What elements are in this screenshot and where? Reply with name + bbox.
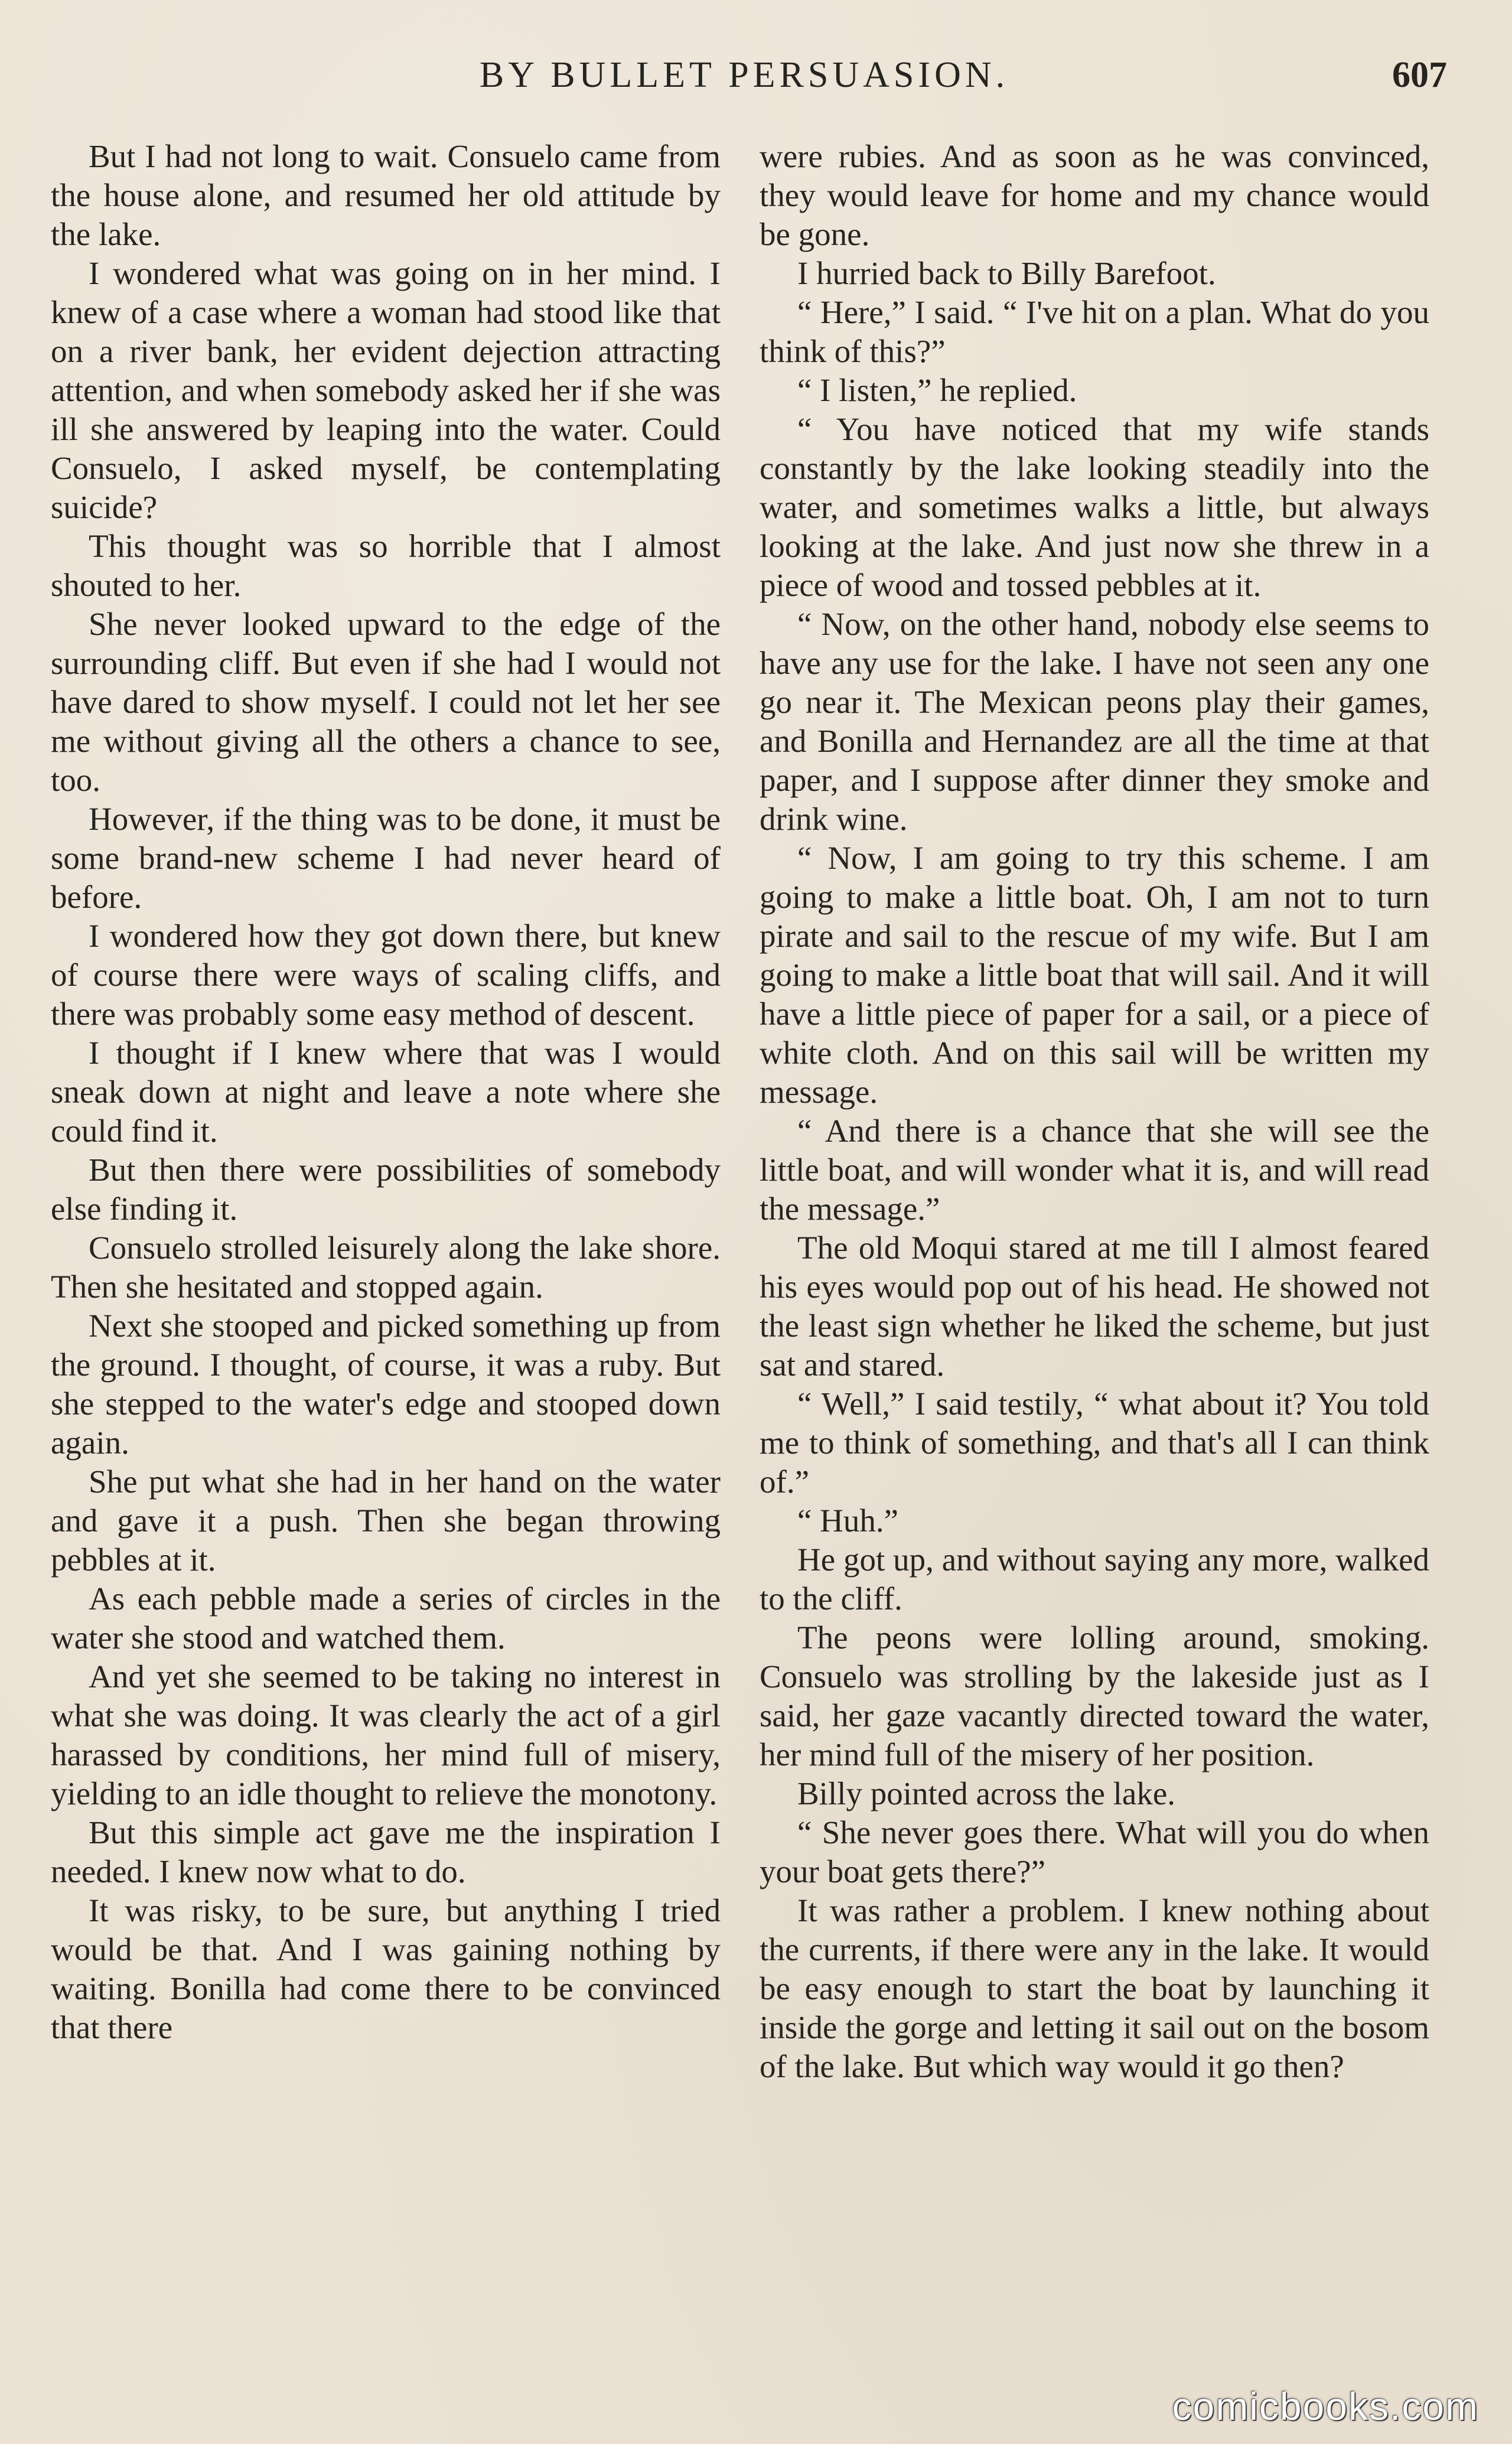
- paragraph: But this simple act gave me the inspiration I needed. I knew now what to do.: [51, 1814, 721, 1889]
- running-head: BY BULLET PERSUASION.: [479, 55, 1009, 95]
- paragraph: Consuelo strolled leisurely along the lake shore. Then she hesitated and stopped again.: [51, 1230, 721, 1305]
- paragraph: It was rather a problem. I knew nothing about the currents, if there were any in the lake. It would be easy enough to start the boat by launching it inside the gorge and letting it sail out on the bosom of the lake. But which way would it go then?: [760, 1892, 1429, 2084]
- paragraph: I hurried back to Billy Barefoot.: [797, 255, 1216, 291]
- page-number: 607: [1392, 55, 1447, 95]
- paragraph: “ Now, on the other hand, nobody else seems to have any use for the lake. I have not seen any one go near it. The Mexican peons play their games, and Bonilla and Hernandez are all the time at that paper, and I suppose after dinner they smoke and drink wine.: [760, 606, 1429, 837]
- paragraph: “ You have noticed that my wife stands constantly by the lake looking steadily into the water, and sometimes walks a little, but always looking at the lake. And just now she threw in a piece of wood and tossed pebbles at it.: [760, 411, 1429, 603]
- paragraph: Billy pointed across the lake.: [797, 1775, 1175, 1811]
- paragraph: As each pebble made a series of circles in the water she stood and watched them.: [51, 1581, 721, 1656]
- paragraph: “ I listen,” he replied.: [797, 372, 1077, 408]
- paragraph: He got up, and without saying any more, walked to the cliff.: [760, 1542, 1429, 1617]
- paragraph: “ Here,” I said. “ I've hit on a plan. What do you think of this?”: [760, 294, 1429, 369]
- paragraph: I thought if I knew where that was I would sneak down at night and leave a note where she could find it.: [51, 1035, 721, 1149]
- paragraph: The old Moqui stared at me till I almost feared his eyes would pop out of his head. He showed not the least sign whether he liked the scheme, but just sat and stared.: [760, 1230, 1429, 1383]
- watermark: comicbooks.com: [1172, 2384, 1479, 2428]
- paragraph: “ Now, I am going to try this scheme. I am going to make a little boat. Oh, I am not to turn pirate and sail to the rescue of my wife. But I am going to make a little boat that will sail. And it will have a little piece of paper for a sail, or a piece of white cloth. And on this sail will be written my message.: [760, 840, 1429, 1110]
- paragraph: And yet she seemed to be taking no interest in what she was doing. It was clearly the act of a girl harassed by conditions, her mind full of misery, yielding to an idle thought to relieve the monotony.: [51, 1658, 721, 1811]
- paragraph: Next she stooped and picked something up from the ground. I thought, of course, it was a ruby. But she stepped to the water's edge and stooped down again.: [51, 1308, 721, 1461]
- paragraph: I wondered how they got down there, but knew of course there were ways of scaling cliffs, and there was probably some easy method of descent.: [51, 918, 721, 1032]
- paragraph: “ Well,” I said testily, “ what about it? You told me to think of something, and that's all I can think of.”: [760, 1386, 1429, 1500]
- paragraph: She never looked upward to the edge of the surrounding cliff. But even if she had I would not have dared to show myself. I could not let her see me without giving all the others a chance to see, too.: [51, 606, 721, 798]
- paragraph: “ Huh.”: [797, 1503, 899, 1539]
- paragraph: But then there were possibilities of somebody else finding it.: [51, 1152, 721, 1227]
- paragraph: She put what she had in her hand on the water and gave it a push. Then she began throwing pebbles at it.: [51, 1464, 721, 1578]
- paragraph: But I had not long to wait. Consuelo came from the house alone, and resumed her old attitude by the lake.: [51, 138, 721, 252]
- paragraph: However, if the thing was to be done, it must be some brand-new scheme I had never heard of before.: [51, 801, 721, 915]
- paragraph-continuation: were rubies. And as soon as he was convinced, they would leave for home and my chance would be gone.: [760, 138, 1429, 252]
- paragraph: This thought was so horrible that I almost shouted to her.: [51, 528, 721, 603]
- paragraph: The peons were lolling around, smoking. Consuelo was strolling by the lakeside just as I said, her gaze vacantly directed toward the water, her mind full of the misery of her position.: [760, 1619, 1429, 1772]
- text-column-right: [760, 137, 1429, 2086]
- paragraph: I wondered what was going on in her mind. I knew of a case where a woman had stood like that on a river bank, her evident dejection attracting attention, and when somebody asked her if she was ill she answered by leaping into the water. Could Consuelo, I asked myself, be contemplating suicide?: [51, 255, 721, 525]
- paragraph: It was risky, to be sure, but anything I tried would be that. And I was gaining nothing by waiting. Bonilla had come there to be convinced that there: [51, 1892, 721, 2045]
- paragraph: “ She never goes there. What will you do when your boat gets there?”: [760, 1814, 1429, 1889]
- paragraph: “ And there is a chance that she will see the little boat, and will wonder what it is, and will read the message.”: [760, 1113, 1429, 1227]
- text-column-left: [51, 137, 721, 2047]
